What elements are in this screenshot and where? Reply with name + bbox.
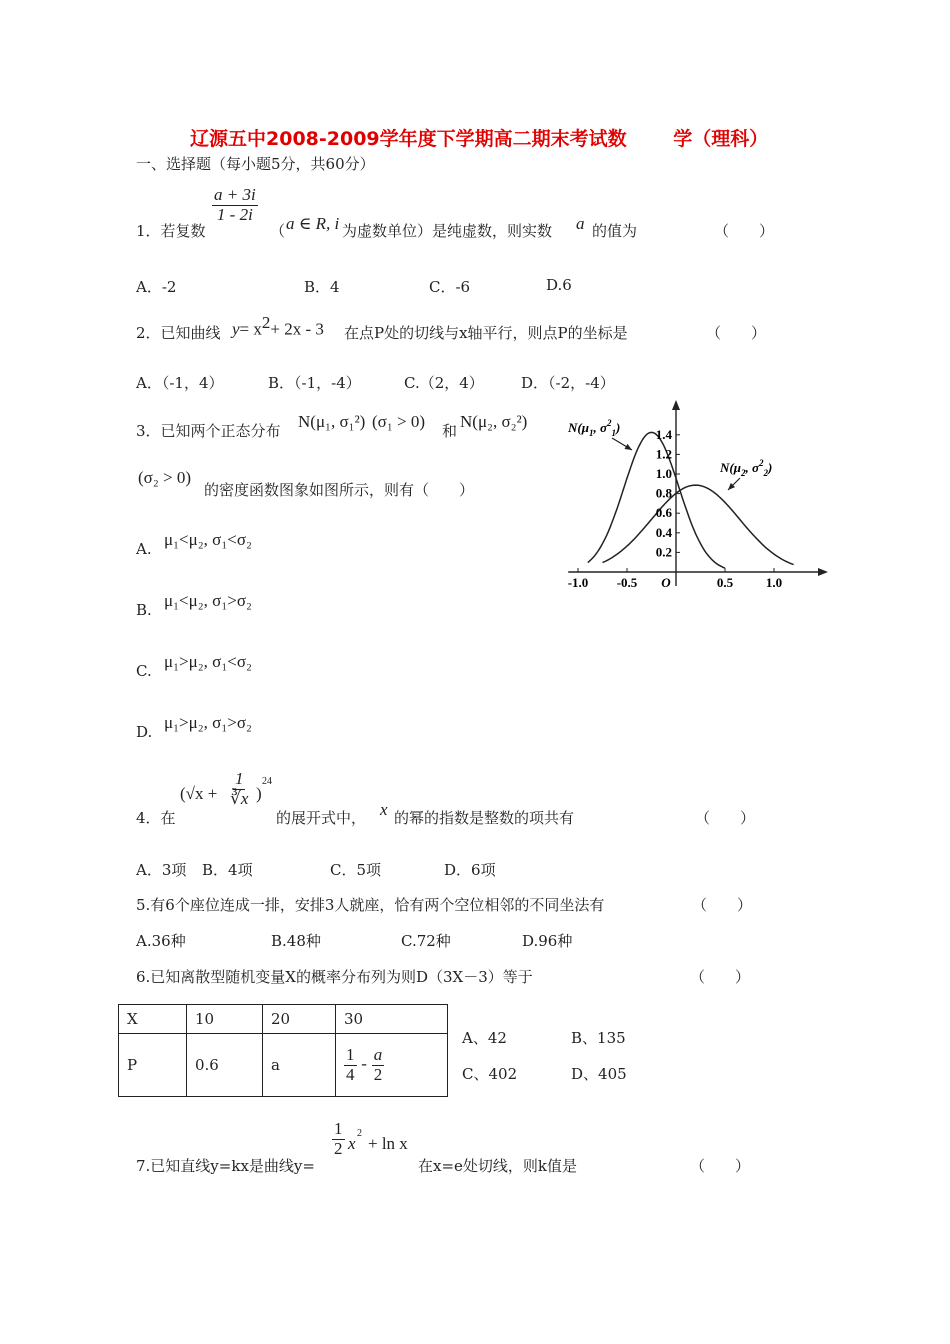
table-cell: X bbox=[119, 1005, 187, 1034]
y-axis-arrow bbox=[672, 400, 680, 410]
x-tick-label: -0.5 bbox=[616, 575, 638, 590]
table-cell: a bbox=[263, 1034, 336, 1097]
series-label-2 bbox=[719, 458, 772, 478]
q7-expr-rest: + ln x bbox=[368, 1134, 408, 1153]
q1-text: 为虚数单位）是纯虚数，则实数 bbox=[342, 222, 553, 240]
series-label-part: 2 bbox=[758, 458, 764, 468]
table-row bbox=[119, 1034, 448, 1097]
q2-expr-eq: = x bbox=[239, 319, 262, 339]
q4-number: 4．在 bbox=[136, 809, 176, 827]
x-tick-label: 1.0 bbox=[765, 575, 783, 590]
x-tick-label: 0.5 bbox=[716, 575, 734, 590]
q7-number: 7.已知直线y=kx是曲线y= bbox=[136, 1157, 315, 1175]
q5-option-a: A.36种 bbox=[136, 932, 186, 950]
q2-expr-exp: 2 bbox=[261, 313, 271, 332]
q2-text: 在点P处的切线与x轴平行，则点P的坐标是 bbox=[344, 324, 628, 342]
q4-frac-num: 1 bbox=[234, 769, 244, 788]
frac-den: 4 bbox=[346, 1064, 355, 1084]
q1-frac-num: a + 3i bbox=[214, 185, 256, 204]
q7-expr-exp: 2 bbox=[357, 1128, 362, 1139]
normal-distribution-chart bbox=[560, 398, 830, 596]
q4-expr-right: ) bbox=[256, 784, 262, 803]
minus-sign: - bbox=[361, 1054, 367, 1073]
table-cell: P bbox=[119, 1034, 187, 1097]
table-row bbox=[119, 1005, 448, 1034]
series-label-part: 1 bbox=[588, 428, 594, 438]
q3-and: 和 bbox=[442, 422, 458, 440]
q6-text: 6.已知离散型随机变量X的概率分布列为则D（3X－3）等于 bbox=[136, 968, 533, 986]
y-tick-label: 0.4 bbox=[655, 524, 672, 540]
q7-text: 在x=e处切线，则k值是 bbox=[418, 1157, 577, 1175]
q3-option-c-label: C. bbox=[136, 662, 152, 680]
q3-option-a-label: A. bbox=[136, 540, 152, 558]
q5-blank: （ ） bbox=[692, 896, 753, 914]
q3-dist-2: N(μ₂, σ₂²) bbox=[460, 412, 528, 431]
distribution-table bbox=[118, 1004, 448, 1097]
q1-option-c: C．-6 bbox=[429, 278, 471, 296]
q1-option-a: A．-2 bbox=[136, 278, 177, 296]
q1-condition: a ∈ R, i bbox=[286, 214, 340, 233]
q6-option-d: D、405 bbox=[571, 1065, 627, 1083]
q5-text: 5.有6个座位连成一排，安排3人就座，恰有两个空位相邻的不同坐法有 bbox=[136, 896, 605, 914]
table-cell: 30 bbox=[336, 1005, 448, 1034]
q2-expression bbox=[232, 313, 324, 339]
q4-var: x bbox=[380, 800, 388, 819]
q1-text-end: 的值为 bbox=[592, 222, 638, 240]
series-label-part: , σ bbox=[593, 420, 607, 435]
table-cell: 0.6 bbox=[187, 1034, 263, 1097]
q1-option-b: B．4 bbox=[304, 278, 340, 296]
q6-option-c: C、402 bbox=[462, 1065, 518, 1083]
q7-blank: （ ） bbox=[690, 1157, 751, 1175]
q4-option-c: C．5项 bbox=[330, 861, 382, 879]
y-tick-label: 1.2 bbox=[655, 446, 672, 462]
q4-option-b: B．4项 bbox=[202, 861, 253, 879]
q2-option-b: B．（-1，-4） bbox=[268, 374, 361, 392]
q3-text: 的密度函数图象如图所示，则有（ ） bbox=[204, 481, 475, 499]
frac-num: a bbox=[373, 1044, 383, 1064]
title-right: 学（理科） bbox=[673, 128, 769, 150]
fraction-quarter bbox=[344, 1046, 357, 1084]
q3-option-b-label: B. bbox=[136, 601, 152, 619]
series-label-part: N(μ bbox=[568, 420, 589, 435]
q1-fraction bbox=[212, 186, 258, 224]
y-tick-label: 0.8 bbox=[655, 485, 672, 501]
q3-option-d-label: D. bbox=[136, 723, 153, 741]
x-axis-arrow bbox=[818, 568, 828, 576]
table-cell-fraction bbox=[336, 1034, 448, 1097]
series-label-part: , σ bbox=[745, 460, 759, 475]
q2-option-d: D．（-2，-4） bbox=[521, 374, 615, 392]
q4-option-d: D．6项 bbox=[444, 861, 496, 879]
series-label-part: 2 bbox=[763, 468, 768, 478]
title-left: 辽源五中2008-2009学年度下学期高二期末考试数 bbox=[190, 128, 627, 150]
q2-blank: （ ） bbox=[706, 324, 767, 342]
series-label-1 bbox=[567, 418, 620, 438]
q1-var: a bbox=[576, 214, 585, 233]
q4-expr-left: (√x + bbox=[180, 784, 218, 803]
q6-option-a: A、42 bbox=[462, 1029, 507, 1047]
q1-option-d: D.6 bbox=[546, 276, 572, 294]
fraction-a-half bbox=[372, 1046, 385, 1084]
q3-number: 3．已知两个正态分布 bbox=[136, 422, 281, 440]
q1-number: 1．若复数 bbox=[136, 222, 206, 240]
q5-option-c: C.72种 bbox=[401, 932, 451, 950]
q7-frac-num: 1 bbox=[334, 1119, 343, 1138]
q3-option-c-expr: μ₁>μ₂, σ₁<σ₂ bbox=[164, 652, 252, 671]
table-cell: 20 bbox=[263, 1005, 336, 1034]
series-label-part: 1 bbox=[611, 428, 616, 438]
q3-option-b-expr: μ₁<μ₂, σ₁>σ₂ bbox=[164, 591, 252, 610]
series-label-part: ) bbox=[615, 420, 621, 435]
page-title bbox=[190, 124, 768, 151]
x-tick-label: -1.0 bbox=[567, 575, 589, 590]
series-label-part: N(μ bbox=[720, 460, 741, 475]
q1-paren: （ bbox=[270, 222, 286, 240]
series-arrowhead-1 bbox=[624, 444, 632, 450]
q2-expr-y: y bbox=[232, 319, 240, 339]
table-cell: 10 bbox=[187, 1005, 263, 1034]
q2-option-a: A．（-1，4） bbox=[136, 374, 224, 392]
q4-frac-den: ∛x bbox=[230, 788, 249, 808]
q7-frac-den: 2 bbox=[334, 1138, 343, 1158]
series-label-part: 2 bbox=[606, 418, 612, 428]
q1-frac-den: 1 - 2i bbox=[216, 204, 253, 224]
q7-expr-x: x bbox=[348, 1134, 356, 1153]
y-tick-label: 0.6 bbox=[655, 505, 672, 521]
q4-text-2: 的幂的指数是整数的项共有 bbox=[394, 809, 575, 827]
frac-den: 2 bbox=[373, 1064, 383, 1084]
q5-option-d: D.96种 bbox=[522, 932, 573, 950]
y-tick-label: 1.0 bbox=[655, 466, 672, 481]
y-tick-label: 0.2 bbox=[655, 544, 672, 560]
origin-label: O bbox=[661, 575, 671, 590]
q3-option-a-expr: μ₁<μ₂, σ₁<σ₂ bbox=[164, 530, 252, 549]
section-heading: 一、选择题（每小题5分，共60分） bbox=[136, 155, 375, 173]
q1-blank: （ ） bbox=[714, 222, 775, 240]
q2-option-c: C.（2，4） bbox=[404, 374, 484, 392]
series-label-part: ) bbox=[767, 460, 773, 475]
q6-blank: （ ） bbox=[690, 968, 751, 986]
y-tick-label: 1.4 bbox=[655, 426, 672, 442]
q4-text: 的展开式中， bbox=[276, 809, 367, 827]
q2-expr-rest: + 2x - 3 bbox=[270, 319, 324, 339]
q3-dist-1: N(μ₁, σ₁²) bbox=[298, 412, 366, 431]
curve-series-2 bbox=[603, 485, 794, 564]
q7-fraction bbox=[332, 1120, 345, 1158]
series-label-part: 2 bbox=[740, 468, 746, 478]
q2-number: 2．已知曲线 bbox=[136, 324, 221, 342]
q5-option-b: B.48种 bbox=[271, 932, 321, 950]
q6-option-b: B、135 bbox=[571, 1029, 626, 1047]
q4-blank: （ ） bbox=[695, 809, 756, 827]
q4-expr-exp: 24 bbox=[262, 776, 272, 787]
q3-cond-1: (σ₁ > 0) bbox=[372, 412, 426, 431]
q3-option-d-expr: μ₁>μ₂, σ₁>σ₂ bbox=[164, 713, 252, 732]
frac-num: 1 bbox=[346, 1044, 355, 1064]
q4-option-a: A．3项 bbox=[136, 861, 187, 879]
q3-cond-2: (σ₂ > 0) bbox=[138, 468, 192, 487]
q4-expr-fraction bbox=[230, 770, 248, 808]
